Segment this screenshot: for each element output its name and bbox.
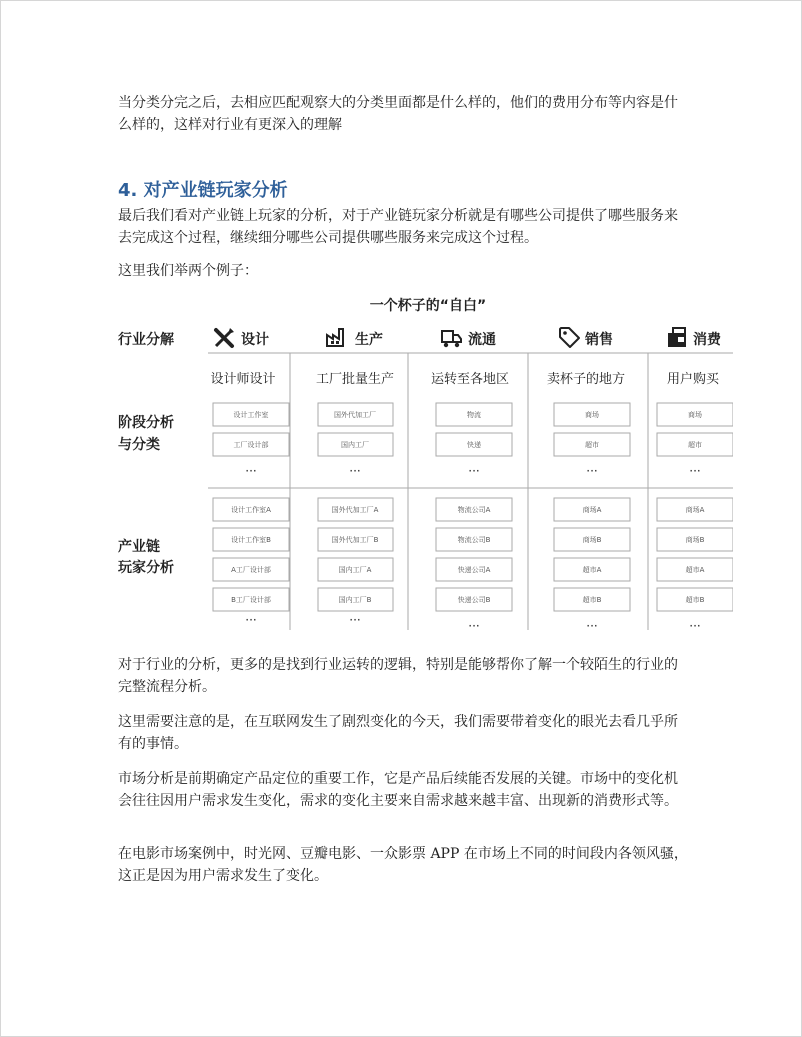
player-box-label: 商场A bbox=[685, 506, 705, 514]
player-box-label: 国外代加工厂B bbox=[331, 536, 379, 544]
ellipsis: ··· bbox=[586, 464, 598, 478]
column-header-sales: 销售 bbox=[585, 332, 613, 348]
truck-icon bbox=[442, 331, 461, 347]
tag-icon bbox=[560, 328, 579, 347]
section-heading: 4. 对产业链玩家分析 bbox=[118, 180, 288, 201]
body-paragraph-5: 市场分析是前期确定产品定位的重要工作，它是产品后续能否发展的关键。市场中的变化机会往往因用户需求发生变化，需求的变化主要来自需求越来越丰富、出现新的消费形式等。 bbox=[118, 771, 678, 809]
player-box-label: 快递公司A bbox=[457, 566, 491, 574]
row-label-player-line1: 产业链 bbox=[118, 539, 160, 555]
ellipsis: ··· bbox=[349, 464, 361, 478]
player-box-label: 超市B bbox=[685, 596, 705, 604]
stage-description: 工厂批量生产 bbox=[315, 372, 395, 387]
player-box-label: 超市A bbox=[685, 566, 705, 574]
stage-box-label: 超市 bbox=[688, 441, 702, 449]
player-box-label: A工厂设计部 bbox=[231, 566, 271, 574]
ellipsis: ··· bbox=[689, 619, 701, 633]
stage-box-label: 国内工厂 bbox=[341, 441, 369, 449]
player-box-label: 国内工厂A bbox=[338, 566, 372, 574]
player-box-label: 国外代加工厂A bbox=[331, 506, 379, 514]
stage-box-label: 设计工作室 bbox=[233, 411, 269, 419]
column-header-circulation: 流通 bbox=[468, 332, 496, 348]
section-paragraph-2: 这里我们举两个例子： bbox=[118, 263, 258, 279]
body-paragraph-4: 这里需要注意的是，在互联网发生了剧烈变化的今天，我们需要带着变化的眼光去看几乎所有的事情。 bbox=[118, 714, 678, 752]
row-label-stage-line1: 阶段分析 bbox=[118, 415, 174, 431]
column-header-design: 设计 bbox=[241, 332, 269, 348]
ellipsis: ··· bbox=[245, 613, 257, 627]
stage-description: 运转至各地区 bbox=[430, 372, 510, 387]
player-box-label: 商场B bbox=[685, 536, 705, 544]
row-label-stage-line2: 与分类 bbox=[118, 437, 160, 453]
ellipsis: ··· bbox=[468, 464, 480, 478]
player-box-label: 物流公司A bbox=[457, 506, 491, 514]
stage-description: 用户购买 bbox=[666, 372, 720, 387]
player-box-label: 物流公司B bbox=[457, 536, 491, 544]
player-box-label: 国内工厂B bbox=[338, 596, 372, 604]
row-label-player-line2: 玩家分析 bbox=[118, 560, 174, 576]
ellipsis: ··· bbox=[349, 613, 361, 627]
wallet-icon bbox=[668, 328, 686, 347]
ellipsis: ··· bbox=[586, 619, 598, 633]
pencil-ruler-icon bbox=[216, 328, 234, 346]
body-paragraph-6: 在电影市场案例中，时光网、豆瓣电影、一众影票 APP 在市场上不同的时间段内各领风骚，这正是因为用户需求发生了变化。 bbox=[118, 846, 688, 884]
player-box-label: 商场A bbox=[582, 506, 602, 514]
intro-paragraph: 当分类分完之后，去相应匹配观察大的分类里面都是什么样的，他们的费用分布等内容是什么样的，这样对行业有更深入的理解 bbox=[118, 95, 678, 133]
player-box-label: 商场B bbox=[582, 536, 602, 544]
stage-box-label: 工厂设计部 bbox=[233, 441, 269, 449]
body-paragraph-3: 对于行业的分析，更多的是找到行业运转的逻辑，特别是能够帮你了解一个较陌生的行业的完整流程分析。 bbox=[118, 657, 678, 695]
stage-box-label: 商场 bbox=[585, 411, 599, 419]
column-header-production: 生产 bbox=[355, 332, 383, 348]
player-box-label: 设计工作室A bbox=[231, 506, 271, 514]
row-label-industry: 行业分解 bbox=[118, 332, 174, 348]
stage-box-label: 快递 bbox=[467, 441, 481, 449]
player-box-label: B工厂设计部 bbox=[231, 596, 271, 604]
ellipsis: ··· bbox=[689, 464, 701, 478]
figure-title: 一个杯子的“自白” bbox=[369, 298, 487, 314]
section-paragraph-1: 最后我们看对产业链上玩家的分析，对于产业链玩家分析就是有哪些公司提供了哪些服务来去完成这个过程，继续细分哪些公司提供哪些服务来完成这个过程。 bbox=[118, 208, 678, 246]
factory-icon bbox=[327, 329, 343, 346]
player-box-label: 超市B bbox=[582, 596, 602, 604]
industry-chain-figure bbox=[118, 290, 733, 635]
ellipsis: ··· bbox=[468, 619, 480, 633]
player-box-label: 快递公司B bbox=[457, 596, 491, 604]
player-box-label: 超市A bbox=[582, 566, 602, 574]
stage-description: 设计师设计 bbox=[210, 372, 276, 387]
ellipsis: ··· bbox=[245, 464, 257, 478]
stage-box-label: 超市 bbox=[585, 441, 599, 449]
stage-box-label: 商场 bbox=[688, 411, 702, 419]
player-box-label: 设计工作室B bbox=[231, 536, 271, 544]
stage-description: 卖杯子的地方 bbox=[546, 372, 626, 387]
stage-box-label: 国外代加工厂 bbox=[334, 411, 376, 419]
stage-box-label: 物流 bbox=[467, 411, 481, 419]
column-header-consumption: 消费 bbox=[693, 332, 721, 348]
